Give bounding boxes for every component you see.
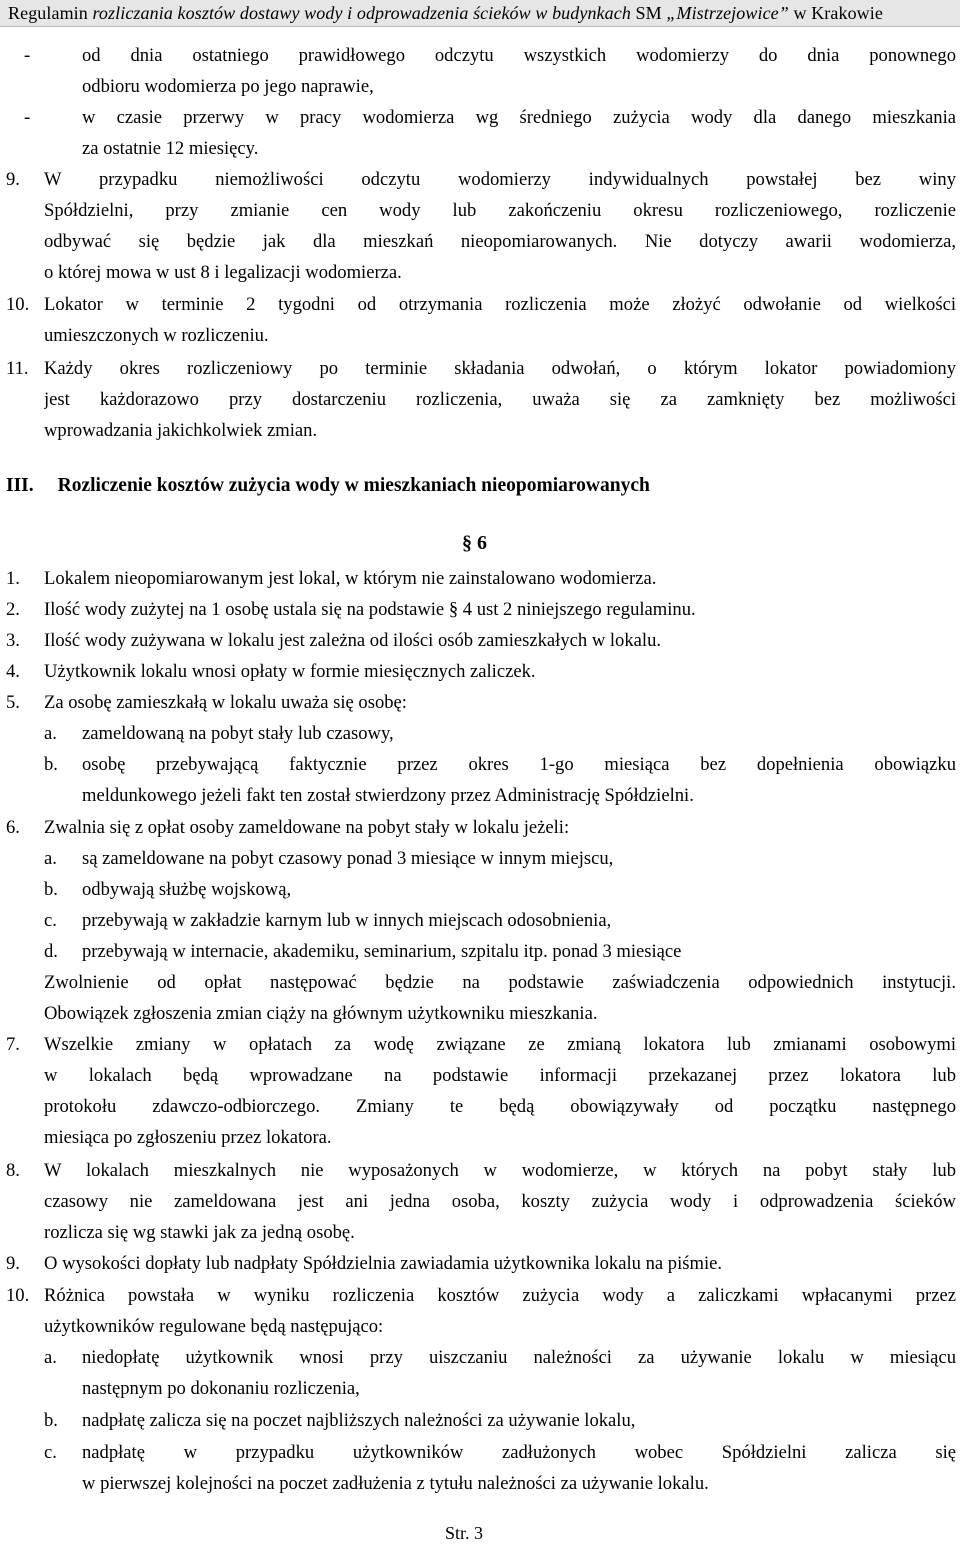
text-line: użytkowników regulowane będą następująco: xyxy=(44,1316,384,1337)
text-line: jest każdorazowo przy dostarczeniu rozliczenia, uważa się za zamknięty bez możliwości xyxy=(44,389,956,410)
text-line: za ostatnie 12 miesięcy. xyxy=(82,138,259,159)
item-text-items-i4 xyxy=(44,656,956,687)
item-text-items-i10a xyxy=(82,1342,956,1404)
text-line: nadpłatę w przypadku użytkowników zadłużonych wobec Spółdzielni zalicza się xyxy=(82,1442,956,1463)
text-line: protokołu zdawczo-odbiorczego. Zmiany te będą obowiązywały od początku następnego xyxy=(44,1096,956,1117)
text-line: odbywać się będzie jak dla mieszkań nieopomiarowanych. Nie dotyczy awarii wodomierza, xyxy=(44,231,956,252)
item-text-items-i2 xyxy=(44,594,956,625)
paragraph-symbol: § 6 xyxy=(462,532,487,554)
text-line: O wysokości dopłaty lub nadpłaty Spółdzielnia zawiadamia użytkownika lokalu na piśmie. xyxy=(44,1253,723,1274)
item-number-items-i5a: a. xyxy=(44,723,57,744)
item-number-items-i1: 1. xyxy=(6,568,20,589)
text-line: meldunkowego jeżeli fakt ten został stwierdzony przez Administrację Spółdzielni. xyxy=(82,785,694,806)
text-line: Obowiązek zgłoszenia zmian ciąży na głównym użytkowniku mieszkania. xyxy=(44,1003,598,1024)
text-line: Ilość wody zużywana w lokalu jest zależna od ilości osób zamieszkałych w lokalu. xyxy=(44,630,662,651)
item-text-dash_items-0 xyxy=(82,40,956,102)
text-line: w lokalach będą wprowadzane na podstawie informacji przekazanej przez lokatora lub xyxy=(44,1065,956,1086)
item-text-items-i6b xyxy=(82,874,956,905)
text-line: od dnia ostatniego prawidłowego odczytu wszystkich wodomierzy do dnia ponownego xyxy=(82,45,956,66)
item-number-items-i9: 9. xyxy=(6,1253,20,1274)
item-number-dash_items-0: - xyxy=(24,45,31,66)
text-line: Wszelkie zmiany w opłatach za wodę związane ze zmianą lokatora lub zmianami osobowymi xyxy=(44,1034,956,1055)
text-line: są zameldowane na pobyt czasowy ponad 3 miesiące w innym miejscu, xyxy=(82,848,614,869)
item-number-items-i7: 7. xyxy=(6,1034,20,1055)
item-text-items-i5a xyxy=(82,718,956,749)
item-number-items-i8: 8. xyxy=(6,1160,20,1181)
item-number-items-i10c: c. xyxy=(44,1442,57,1463)
text-line: Za osobę zamieszkałą w lokalu uważa się osobę: xyxy=(44,692,407,713)
item-number-items-i3: 3. xyxy=(6,630,20,651)
item-number-items-i6a: a. xyxy=(44,848,57,869)
text-line: W przypadku niemożliwości odczytu wodomierzy indywidualnych powstałej bez winy xyxy=(44,169,956,190)
item-number-items-i10b: b. xyxy=(44,1410,58,1431)
item-text-items-i10 xyxy=(44,1280,956,1342)
item-text-items-i3 xyxy=(44,625,956,656)
item-number-items-i4: 4. xyxy=(6,661,20,682)
text-line: odbioru wodomierza po jego naprawie, xyxy=(82,76,374,97)
item-text-items-i6a xyxy=(82,843,956,874)
item-text-dash_items-1 xyxy=(82,102,956,164)
text-line: W lokalach mieszkalnych nie wyposażonych w wodomierze, w których na pobyt stały lub xyxy=(44,1160,956,1181)
item-text-prev_items-0 xyxy=(44,164,956,288)
item-text-items-i1 xyxy=(44,563,956,594)
item-number-items-i10: 10. xyxy=(6,1285,30,1306)
text-line: niedopłatę użytkownik wnosi przy uiszczaniu należności za używanie lokalu w miesiącu xyxy=(82,1347,956,1368)
item-number-items-i6: 6. xyxy=(6,817,20,838)
item-text-items-i5 xyxy=(44,687,956,718)
section-title: Rozliczenie kosztów zużycia wody w mieszkaniach nieopomiarowanych xyxy=(57,475,650,496)
header-middle: SM xyxy=(635,3,662,23)
text-line: odbywają służbę wojskową, xyxy=(82,879,292,900)
item-text-items-i6note xyxy=(44,967,956,1029)
item-number-items-i6d: d. xyxy=(44,941,58,962)
text-line: rozlicza się wg stawki jak za jedną osobę. xyxy=(44,1222,355,1243)
document-title xyxy=(8,3,883,24)
text-line: Użytkownik lokalu wnosi opłaty w formie miesięcznych zaliczek. xyxy=(44,661,536,682)
item-text-prev_items-1 xyxy=(44,289,956,351)
item-text-items-i6c xyxy=(82,905,956,936)
text-line: Lokator w terminie 2 tygodni od otrzymania rozliczenia może złożyć odwołanie od wielkości xyxy=(44,294,956,315)
text-line: w pierwszej kolejności na poczet zadłużenia z tytułu należności za używanie lokalu. xyxy=(82,1473,709,1494)
item-text-items-i6d xyxy=(82,936,956,967)
text-line: przebywają w zakładzie karnym lub w innych miejscach odosobnienia, xyxy=(82,910,612,931)
item-text-items-i9 xyxy=(44,1248,956,1279)
item-text-prev_items-2 xyxy=(44,353,956,446)
running-header xyxy=(0,0,960,27)
text-line: Różnica powstała w wyniku rozliczenia kosztów zużycia wody a zaliczkami wpłacanymi przez xyxy=(44,1285,956,1306)
text-line: miesiąca po zgłoszeniu przez lokatora. xyxy=(44,1127,332,1148)
item-number-prev_items-0: 9. xyxy=(6,169,20,190)
section-heading xyxy=(6,475,650,497)
text-line: Lokalem nieopomiarowanym jest lokal, w którym nie zainstalowano wodomierza. xyxy=(44,568,657,589)
text-line: wprowadzania jakichkolwiek zmian. xyxy=(44,420,318,441)
text-line: umieszczonych w rozliczeniu. xyxy=(44,325,269,346)
item-number-prev_items-1: 10. xyxy=(6,294,30,315)
text-line: zameldowaną na pobyt stały lub czasowy, xyxy=(82,723,394,744)
item-number-items-i2: 2. xyxy=(6,599,20,620)
text-line: następnym po dokonaniu rozliczenia, xyxy=(82,1378,360,1399)
header-prefix: Regulamin xyxy=(8,3,88,23)
text-line: nadpłatę zalicza się na poczet najbliższych należności za używanie lokalu, xyxy=(82,1410,636,1431)
item-text-items-i7 xyxy=(44,1029,956,1153)
header-suffix: w Krakowie xyxy=(793,3,883,23)
text-line: przebywają w internacie, akademiku, seminarium, szpitalu itp. ponad 3 miesiące xyxy=(82,941,682,962)
item-number-items-i6b: b. xyxy=(44,879,58,900)
header-italic: rozliczania kosztów dostawy wody i odprowadzenia ścieków w budynkach xyxy=(92,3,631,23)
text-line: o której mowa w ust 8 i legalizacji wodomierza. xyxy=(44,262,402,283)
text-line: Ilość wody zużytej na 1 osobę ustala się na podstawie § 4 ust 2 niniejszego regulaminu. xyxy=(44,599,696,620)
text-line: Każdy okres rozliczeniowy po terminie składania odwołań, o którym lokator powiadomiony xyxy=(44,358,956,379)
item-number-items-i6c: c. xyxy=(44,910,57,931)
item-text-items-i6 xyxy=(44,812,956,843)
item-number-items-i5b: b. xyxy=(44,754,58,775)
item-text-items-i10b xyxy=(82,1405,956,1436)
page-number: Str. 3 xyxy=(445,1523,484,1543)
item-text-items-i5b xyxy=(82,749,956,811)
item-text-items-i10c xyxy=(82,1437,956,1499)
text-line: w czasie przerwy w pracy wodomierza wg średniego zużycia wody dla danego mieszkania xyxy=(82,107,956,128)
section-numeral: III. xyxy=(6,475,34,496)
item-text-items-i8 xyxy=(44,1155,956,1248)
text-line: czasowy nie zameldowana jest ani jedna osoba, koszty zużycia wody i odprowadzenia ścieków xyxy=(44,1191,956,1212)
text-line: Spółdzielni, przy zmianie cen wody lub zakończeniu okresu rozliczeniowego, rozliczenie xyxy=(44,200,956,221)
item-number-items-i5: 5. xyxy=(6,692,20,713)
item-number-dash_items-1: - xyxy=(24,107,31,128)
item-number-prev_items-2: 11. xyxy=(6,358,29,379)
text-line: Zwalnia się z opłat osoby zameldowane na pobyt stały w lokalu jeżeli: xyxy=(44,817,570,838)
text-line: Zwolnienie od opłat następować będzie na podstawie zaświadczenia odpowiednich instytucji. xyxy=(44,972,956,993)
item-number-items-i10a: a. xyxy=(44,1347,57,1368)
text-line: osobę przebywającą faktycznie przez okres 1-go miesiąca bez dopełnienia obowiązku xyxy=(82,754,956,775)
header-quoted: „Mistrzejowice” xyxy=(666,3,789,23)
